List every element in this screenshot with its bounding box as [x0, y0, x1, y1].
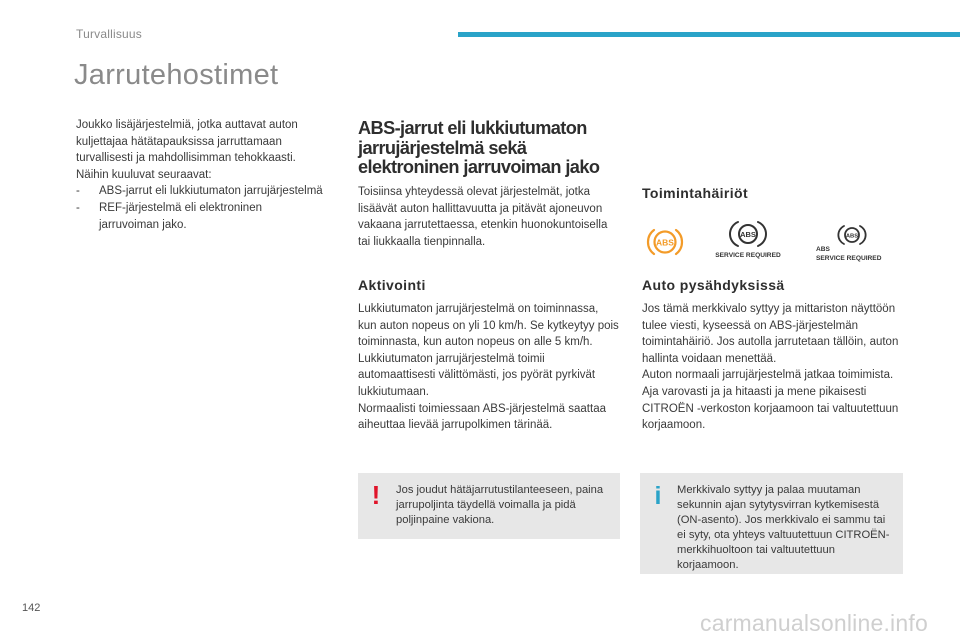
pysahdyksissa-paragraph: Auton normaali jarrujärjestelmä jatkaa toimimista. — [642, 369, 894, 382]
info-symbol: i — [654, 482, 662, 508]
abs-service-stacked-lamp-icon — [816, 226, 882, 262]
abs-lamp-label: ABS — [656, 237, 674, 248]
service-required-label: SERVICE REQUIRED — [816, 255, 882, 262]
list-item — [76, 200, 324, 233]
list-item — [76, 183, 324, 200]
abs-stacked-label: ABS — [816, 246, 830, 253]
intro-list — [76, 183, 324, 233]
intro-column — [76, 117, 324, 233]
pysahdyksissa-heading: Auto pysähdyksissä — [642, 277, 785, 293]
list-item-text: ABS-jarrut eli lukkiutumaton jarrujärjestelmä — [99, 185, 323, 198]
abs-lamp-label: ABS — [740, 230, 756, 239]
bullet-dash: - — [76, 185, 80, 198]
info-note — [640, 473, 903, 574]
warning-symbol: ! — [371, 482, 381, 508]
abs-orange-lamp-icon — [648, 230, 682, 254]
abs-intro-text: Toisiinsa yhteydessä olevat järjestelmät, jotka lisäävät auton hallittavuutta ja pitävät ajoneuvon vakaana jarrutettaessa, etenkin huonokuntoisella tai liukkaalla tienpinnalla. — [358, 186, 608, 248]
aktivointi-body — [358, 301, 620, 434]
toimintahairiot-heading: Toimintahäiriöt — [642, 185, 749, 201]
watermark: carmanualsonline.info — [700, 610, 928, 636]
page-title: Jarrutehostimet — [74, 59, 279, 91]
warning-note — [358, 473, 620, 539]
intro-text: Joukko lisäjärjestelmiä, jotka auttavat auton kuljettajaa hätätapauksissa jarruttamaan turvallisesti ja mahdollisimman tehokkaasti. — [76, 119, 298, 165]
list-item-text: REF-järjestelmä eli elektroninen jarruvoiman jako. — [99, 201, 262, 231]
abs-section-intro — [358, 184, 620, 250]
section-label: Turvallisuus — [76, 27, 142, 41]
abs-service-lamp-icon — [715, 222, 781, 259]
intro-lead: Näihin kuuluvat seuraavat: — [76, 168, 212, 181]
aktivointi-paragraph: Normaalisti toimiessaan ABS-järjestelmä saattaa aiheuttaa lievää jarrupolkimen tärinää. — [358, 402, 606, 432]
abs-warning-lamps — [640, 220, 910, 268]
pysahdyksissa-paragraph: Jos tämä merkkivalo syttyy ja mittariston näyttöön tulee viesti, kyseessä on ABS-järjestelmän toimintahäiriö. Jos autolla jarrutetaan tällöin, auton hallinta voidaan menettää. — [642, 303, 899, 365]
aktivointi-paragraph: Lukkiutumaton jarrujärjestelmä toimii automaattisesti välittömästi, jos pyörät pyrkivät lukkiutumaan. — [358, 352, 596, 398]
abs-section-heading: ABS-jarrut eli lukkiutumaton jarrujärjestelmä sekä elektroninen jarruvoiman jako — [358, 118, 600, 177]
page-number: 142 — [22, 602, 41, 614]
bullet-dash: - — [76, 201, 80, 214]
warning-text: Jos joudut hätäjarrutustilanteeseen, paina jarrupoljinta täydellä voimalla ja pidä poljinpaine vakiona. — [396, 484, 604, 526]
service-required-label: SERVICE REQUIRED — [715, 252, 781, 259]
warning-exclamation-icon — [367, 482, 385, 508]
pysahdyksissa-body — [642, 301, 906, 434]
pysahdyksissa-paragraph: Aja varovasti ja ja hitaasti ja mene pikaisesti CITROËN -verkoston korjaamoon tai valtuutettuun korjaamoon. — [642, 385, 899, 432]
aktivointi-paragraph: Lukkiutumaton jarrujärjestelmä on toiminnassa, kun auton nopeus on yli 10 km/h. Se kytkeytyy pois toiminnasta, kun auton nopeus on alle 5 km/h. — [358, 303, 619, 349]
header-accent-bar — [458, 32, 960, 37]
info-text: Merkkivalo syttyy ja palaa muutaman sekunnin ajan sytytysvirran kytkemisestä (ON-asento). Jos merkkivalo ei sammu tai ei syty, ota yhteys valtuutettuun CITROËN-merkkihuoltoon tai valtuutettuun korjaamoon. — [677, 484, 890, 571]
abs-lamp-label: ABS — [845, 233, 859, 240]
info-icon — [649, 482, 667, 508]
aktivointi-heading: Aktivointi — [358, 277, 426, 293]
